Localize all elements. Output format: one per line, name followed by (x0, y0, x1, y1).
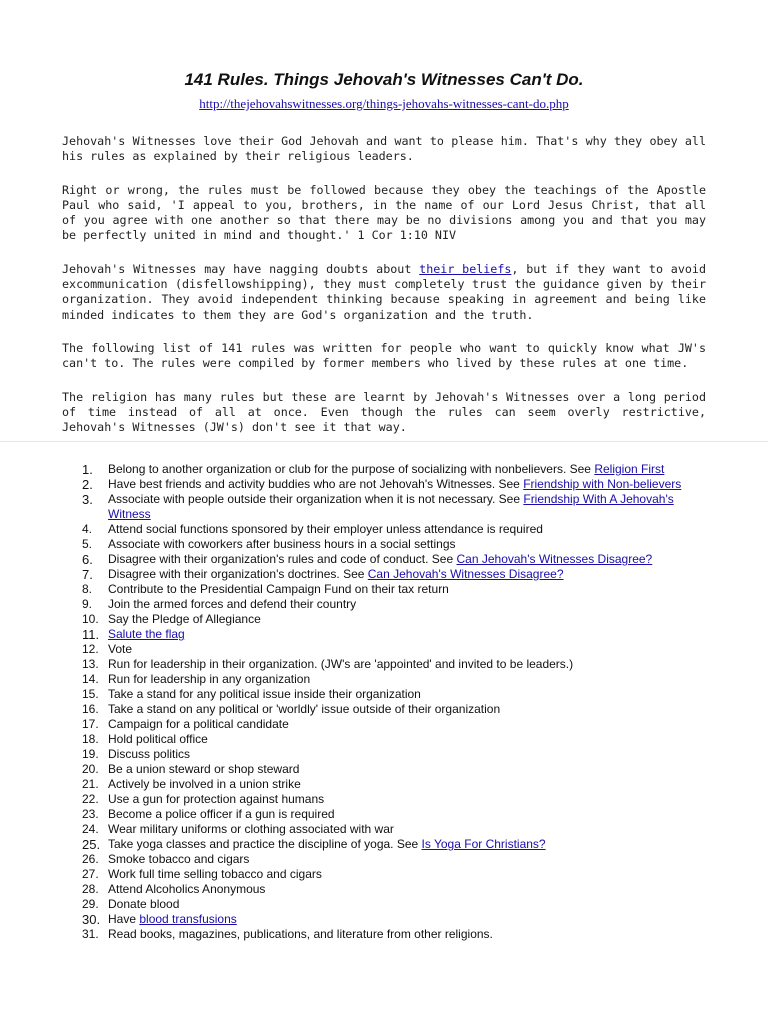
rule-number: 8. (82, 582, 93, 596)
rule-item (0, 552, 708, 567)
rule-number: 27. (82, 867, 99, 881)
rule-number: 15. (82, 687, 99, 701)
rule-number: 21. (82, 777, 99, 791)
rule-item (0, 762, 708, 777)
rule-text: Have best friends and activity buddies who are not Jehovah's Witnesses. See (108, 477, 524, 491)
rule-link[interactable]: Salute the flag (108, 627, 185, 641)
rule-number: 4. (82, 522, 93, 536)
rule-text: Hold political office (108, 732, 208, 746)
rule-number: 13. (82, 657, 99, 671)
rule-number: 24. (82, 822, 99, 836)
rule-text: Belong to another organization or club for the purpose of socializing with nonbelievers. See (108, 462, 595, 476)
rule-number: 3. (82, 492, 93, 507)
rule-number: 25. (82, 837, 101, 852)
rule-number: 10. (82, 612, 99, 626)
rule-number: 11. (82, 627, 100, 642)
rule-link[interactable]: Religion First (594, 462, 665, 476)
rule-link[interactable]: Friendship with Non-believers (523, 477, 682, 491)
rule-number: 29. (82, 897, 99, 911)
rule-number: 16. (82, 702, 99, 716)
rule-item (0, 747, 708, 762)
rule-item (0, 882, 708, 897)
rule-number: 1. (82, 462, 93, 477)
rule-item (0, 852, 708, 867)
rule-text: Campaign for a political candidate (108, 717, 289, 731)
rule-item (0, 672, 708, 687)
rule-text: Wear military uniforms or clothing associated with war (108, 822, 394, 836)
rule-number: 19. (82, 747, 99, 761)
rule-link[interactable]: Can Jehovah's Witnesses Disagree? (456, 552, 653, 566)
rule-item (0, 687, 708, 702)
rule-text: Associate with coworkers after business hours in a social settings (108, 537, 456, 551)
rule-item (0, 822, 708, 837)
intro-paragraph-3 (62, 262, 706, 323)
rule-text: Discuss politics (108, 747, 191, 761)
rule-item (0, 837, 708, 852)
rule-item (0, 597, 708, 612)
rule-number: 22. (82, 792, 99, 806)
rule-item (0, 612, 708, 627)
rule-text: Run for leadership in their organization. (JW's are 'appointed' and invited to be leaders.) (108, 657, 574, 671)
rule-text: Read books, magazines, publications, and literature from other religions. (108, 927, 493, 941)
rule-number: 6. (82, 552, 93, 567)
rule-link[interactable]: Is Yoga For Christians? (421, 837, 546, 851)
rule-number: 2. (82, 477, 93, 492)
intro-paragraph-2: Right or wrong, the rules must be followed because they obey the teachings of the Apostle Paul who said, 'I appeal to you, brothers, in the name of our Lord Jesus Christ, that all of you agree with one another so that there may be no divisions among you and that you may be perfectly united in mind and thought.' 1 Cor 1:10 NIV (62, 182, 706, 243)
rule-item (0, 567, 708, 582)
source-url-link[interactable]: http://thejehovahswitnesses.org/things-jehovahs-witnesses-cant-do.php (199, 96, 569, 111)
rule-item (0, 582, 708, 597)
rule-text: Be a union steward or shop steward (108, 762, 300, 776)
rule-item (0, 927, 708, 942)
rule-text: Vote (108, 642, 133, 656)
rule-number: 23. (82, 807, 99, 821)
rule-number: 12. (82, 642, 99, 656)
rule-item (0, 477, 708, 492)
rule-number: 31. (82, 927, 99, 941)
rule-text: Become a police officer if a gun is required (108, 807, 335, 821)
rule-text: Work full time selling tobacco and cigars (108, 867, 322, 881)
rule-text: Run for leadership in any organization (108, 672, 311, 686)
rule-number: 7. (82, 567, 93, 582)
rule-number: 18. (82, 732, 99, 746)
rule-number: 28. (82, 882, 99, 896)
rule-number: 30. (82, 912, 101, 927)
rule-text: Take yoga classes and practice the discipline of yoga. See (108, 837, 422, 851)
rule-number: 17. (82, 717, 99, 731)
rule-text: Attend social functions sponsored by their employer unless attendance is required (108, 522, 543, 536)
intro-paragraph-4: The following list of 141 rules was written for people who want to quickly know what JW's can't to. The rules were compiled by former members who lived by these rules at one time. (62, 340, 706, 371)
rule-link[interactable]: Friendship With A Jehovah's Witness (108, 492, 674, 521)
rule-text: Disagree with their organization's rules and code of conduct. See (108, 552, 457, 566)
rule-number: 20. (82, 762, 99, 776)
rule-item (0, 492, 708, 522)
rule-text: Attend Alcoholics Anonymous (108, 882, 266, 896)
rule-text: Contribute to the Presidential Campaign Fund on their tax return (108, 582, 449, 596)
rule-item (0, 642, 708, 657)
rule-item (0, 897, 708, 912)
rule-item (0, 462, 708, 477)
rule-text: Say the Pledge of Allegiance (108, 612, 261, 626)
rule-item (0, 792, 708, 807)
rule-item (0, 912, 708, 927)
rule-text: Donate blood (108, 897, 180, 911)
rule-text: Have (108, 912, 140, 926)
rule-item (0, 537, 708, 552)
rule-text: Join the armed forces and defend their country (108, 597, 357, 611)
rule-text: Take a stand for any political issue inside their organization (108, 687, 421, 701)
rule-item (0, 807, 708, 822)
rule-text: Disagree with their organization's doctrines. See (108, 567, 368, 581)
section-divider (0, 441, 768, 442)
page-title: 141 Rules. Things Jehovah's Witnesses Can't Do. (184, 70, 584, 89)
rule-text: Smoke tobacco and cigars (108, 852, 250, 866)
rule-number: 14. (82, 672, 99, 686)
rule-item (0, 702, 708, 717)
rule-item (0, 732, 708, 747)
intro-paragraph-1: Jehovah's Witnesses love their God Jehovah and want to please him. That's why they obey all his rules as explained by their religious leaders. (62, 134, 706, 164)
intro-paragraph-3-start: Jehovah's Witnesses may have nagging doubts about (62, 261, 420, 276)
rule-link[interactable]: Can Jehovah's Witnesses Disagree? (367, 567, 564, 581)
rule-item (0, 867, 708, 882)
rule-text: Associate with people outside their organization when it is not necessary. See (108, 492, 524, 506)
rule-link[interactable]: blood transfusions (139, 912, 237, 926)
rules-list (0, 462, 768, 942)
rule-item (0, 657, 708, 672)
rule-number: 26. (82, 852, 99, 866)
intro-paragraph-3-end: , but if they want to avoid excommunication (disfellowshipping), they must completely trust the guidance given by their organization. They avoid independent thinking because speaking in agreement and being like minded indicates to them they are God's organization and the truth. (62, 261, 706, 322)
their-beliefs-link[interactable]: their beliefs (419, 261, 512, 276)
rule-item (0, 627, 708, 642)
rule-item (0, 777, 708, 792)
rule-number: 5. (82, 537, 93, 551)
rule-text: Actively be involved in a union strike (108, 777, 301, 791)
intro-paragraph-5: The religion has many rules but these are learnt by Jehovah's Witnesses over a long period of time instead of all at once. Even though the rules can seem overly restrictive, Jehovah's Witnesses (JW's) don't see it that way. (62, 389, 706, 435)
rule-item (0, 522, 708, 537)
rule-number: 9. (82, 597, 93, 611)
rule-text: Take a stand on any political or 'worldly' issue outside of their organization (108, 702, 501, 716)
rule-item (0, 717, 708, 732)
rule-text: Use a gun for protection against humans (108, 792, 325, 806)
intro-section (62, 134, 706, 453)
